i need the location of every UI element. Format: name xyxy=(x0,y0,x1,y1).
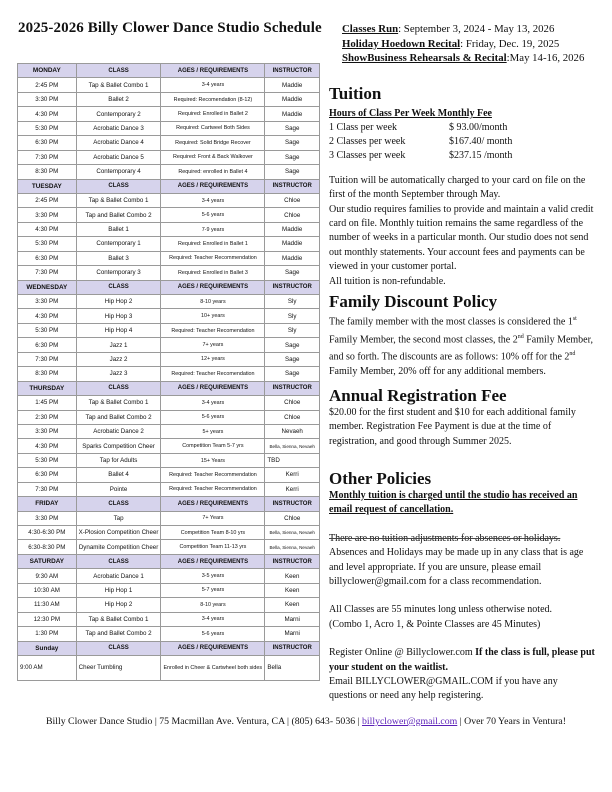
class-requirements: Required: Cartweel Both Sides xyxy=(161,121,265,135)
class-time: 6:30 PM xyxy=(18,136,77,150)
table-row xyxy=(18,222,320,236)
table-row xyxy=(18,439,320,453)
class-requirements: Required: Teacher Recomendation xyxy=(161,367,265,381)
class-instructor: Chloe xyxy=(265,193,320,207)
class-name: Ballet 3 xyxy=(76,251,161,265)
class-requirements: Required: Front & Back Walkover xyxy=(161,150,265,164)
class-name: Ballet 4 xyxy=(76,468,161,482)
class-requirements: 5-6 years xyxy=(161,410,265,424)
class-time: 6:30 PM xyxy=(18,251,77,265)
class-name: Tap and Ballet Combo 2 xyxy=(76,627,161,641)
table-row xyxy=(18,569,320,583)
column-header: CLASS xyxy=(76,554,161,568)
table-row xyxy=(18,540,320,554)
makeup-policy: Absences and Holidays may be made up in any class that is age and level appropriate. If you are unsure, please email billyclower@gmail.com for a class recommendation. xyxy=(329,547,584,588)
class-name: Tap & Ballet Combo 1 xyxy=(76,612,161,626)
column-header: INSTRUCTOR xyxy=(265,554,320,568)
class-time: 3:30 PM xyxy=(18,92,77,106)
table-row xyxy=(18,193,320,207)
column-header: CLASS xyxy=(76,497,161,511)
column-header: INSTRUCTOR xyxy=(265,64,320,78)
class-time: 6:30-8:30 PM xyxy=(18,540,77,554)
class-requirements: 7+ Years xyxy=(161,511,265,525)
class-name: Jazz 2 xyxy=(76,352,161,366)
class-name: Hip Hop 2 xyxy=(76,598,161,612)
class-instructor: Sage xyxy=(265,165,320,179)
class-requirements: Required: Solid Bridge Recover xyxy=(161,136,265,150)
policies-heading: Other Policies xyxy=(329,469,432,488)
column-header: AGES / REQUIREMENTS xyxy=(161,280,265,294)
class-time: 4:30 PM xyxy=(18,222,77,236)
table-row xyxy=(18,453,320,467)
column-header: AGES / REQUIREMENTS xyxy=(161,64,265,78)
page-title: 2025-2026 Billy Clower Dance Studio Schedule xyxy=(18,20,322,36)
class-instructor: Bella, Sienna, Nevaeh xyxy=(265,439,320,453)
class-instructor: Bella xyxy=(265,655,320,680)
class-time: 7:30 PM xyxy=(18,482,77,496)
day-label: MONDAY xyxy=(18,64,77,78)
table-row xyxy=(18,482,320,496)
day-header-row xyxy=(18,179,320,193)
column-header: CLASS xyxy=(76,381,161,395)
class-requirements: Required: Enrolled in Ballet 2 xyxy=(161,107,265,121)
tuition-row: 3 Classes per week $237.15 /month xyxy=(329,150,513,162)
class-time: 7:30 PM xyxy=(18,150,77,164)
class-time: 8:30 PM xyxy=(18,165,77,179)
table-row xyxy=(18,92,320,106)
class-time: 1:30 PM xyxy=(18,627,77,641)
class-requirements: 3-4 years xyxy=(161,396,265,410)
tuition-card-text: Our studio requires families to provide and maintain a valid credit card on file. Monthly tuition remains the same regardless of the number of weeks in a particular month. Our studio does not send out monthly statements. Your account fees and payments can be viewed in your customer portal. xyxy=(329,203,594,273)
class-name: Tap for Adults xyxy=(76,453,161,467)
class-time: 12:30 PM xyxy=(18,612,77,626)
class-requirements: 15+ Years xyxy=(161,453,265,467)
class-instructor: Keen xyxy=(265,598,320,612)
class-name: Acrobatic Dance 3 xyxy=(76,121,161,135)
table-row xyxy=(18,424,320,438)
recital-line: ShowBusiness Rehearsals & Recital:May 14-16, 2026 xyxy=(342,52,585,64)
table-row xyxy=(18,396,320,410)
class-time: 4:30 PM xyxy=(18,107,77,121)
class-requirements: Enrolled in Cheer & Cartwheel both sides xyxy=(161,655,265,680)
class-instructor: Kerri xyxy=(265,468,320,482)
class-time: 2:45 PM xyxy=(18,78,77,92)
class-requirements: Competition Team 5-7 yrs xyxy=(161,439,265,453)
class-requirements: 3-4 years xyxy=(161,78,265,92)
class-time: 3:30 PM xyxy=(18,511,77,525)
class-instructor: Sage xyxy=(265,150,320,164)
class-time: 8:30 PM xyxy=(18,367,77,381)
class-time: 2:45 PM xyxy=(18,193,77,207)
class-time: 5:30 PM xyxy=(18,453,77,467)
class-instructor: Maddie xyxy=(265,78,320,92)
table-row xyxy=(18,338,320,352)
class-instructor: Chloe xyxy=(265,396,320,410)
day-label: THURSDAY xyxy=(18,381,77,395)
class-name: Pointe xyxy=(76,482,161,496)
email-note: Email BILLYCLOWER@GMAIL.COM if you have any questions or need any help registering. xyxy=(329,676,558,702)
table-row xyxy=(18,352,320,366)
table-row xyxy=(18,526,320,540)
column-header: CLASS xyxy=(76,179,161,193)
table-row xyxy=(18,237,320,251)
hoedown-line: Holiday Hoedown Recital: Friday, Dec. 19, 2025 xyxy=(342,37,560,50)
class-time: 9:30 AM xyxy=(18,569,77,583)
table-row xyxy=(18,655,320,680)
class-name: Contemporary 3 xyxy=(76,266,161,280)
class-requirements: 5-6 years xyxy=(161,208,265,222)
class-name: Ballet 1 xyxy=(76,222,161,236)
class-instructor: Maddie xyxy=(265,107,320,121)
class-length-policy: All Classes are 55 minutes long unless otherwise noted. xyxy=(329,604,553,616)
day-label: Sunday xyxy=(18,641,77,655)
class-name: Hip Hop 1 xyxy=(76,583,161,597)
class-name: Acrobatic Dance 5 xyxy=(76,150,161,164)
table-row xyxy=(18,136,320,150)
column-header: INSTRUCTOR xyxy=(265,179,320,193)
class-instructor: Maddie xyxy=(265,222,320,236)
tuition-column-heading: Hours of Class Per Week Monthly Fee xyxy=(329,108,492,119)
class-name: Sparks Competition Cheer xyxy=(76,439,161,453)
table-row xyxy=(18,323,320,337)
column-header: INSTRUCTOR xyxy=(265,280,320,294)
class-instructor: Sage xyxy=(265,352,320,366)
column-header: INSTRUCTOR xyxy=(265,381,320,395)
tuition-row: 2 Classes per week $167.40/ month xyxy=(329,135,513,147)
class-time: 6:30 PM xyxy=(18,338,77,352)
class-time: 11:30 AM xyxy=(18,598,77,612)
table-row xyxy=(18,107,320,121)
class-requirements: Required: Teacher Recommendation xyxy=(161,251,265,265)
class-instructor: Nevaeh xyxy=(265,424,320,438)
day-header-row xyxy=(18,280,320,294)
table-row xyxy=(18,121,320,135)
table-row xyxy=(18,266,320,280)
class-requirements: 5+ years xyxy=(161,424,265,438)
class-requirements: 5-7 years xyxy=(161,583,265,597)
class-name: Tap xyxy=(76,511,161,525)
class-name: Tap & Ballet Combo 1 xyxy=(76,396,161,410)
column-header: INSTRUCTOR xyxy=(265,497,320,511)
class-requirements: 5-6 years xyxy=(161,627,265,641)
column-header: AGES / REQUIREMENTS xyxy=(161,554,265,568)
day-label: FRIDAY xyxy=(18,497,77,511)
class-time: 5:30 PM xyxy=(18,323,77,337)
class-instructor: Sage xyxy=(265,136,320,150)
class-requirements: 7-9 years xyxy=(161,222,265,236)
schedule-table xyxy=(17,63,320,681)
class-name: Acrobatic Dance 2 xyxy=(76,424,161,438)
class-requirements: Required: enrolled in Ballet 4 xyxy=(161,165,265,179)
class-name: Contemporary 1 xyxy=(76,237,161,251)
class-name: Hip Hop 4 xyxy=(76,323,161,337)
class-time: 5:30 PM xyxy=(18,237,77,251)
class-instructor: Chloe xyxy=(265,511,320,525)
class-requirements: 12+ years xyxy=(161,352,265,366)
class-instructor: Kerri xyxy=(265,482,320,496)
tuition-row: 1 Class per week $ 93.00/month xyxy=(329,121,508,133)
column-header: CLASS xyxy=(76,64,161,78)
key-dates xyxy=(342,22,584,66)
tuition-heading: Tuition xyxy=(329,84,382,103)
class-instructor: Maddie xyxy=(265,251,320,265)
day-header-row xyxy=(18,641,320,655)
class-requirements: 3-4 years xyxy=(161,193,265,207)
class-name: Jazz 3 xyxy=(76,367,161,381)
class-name: Jazz 1 xyxy=(76,338,161,352)
class-name: Tap and Ballet Combo 2 xyxy=(76,208,161,222)
class-time: 1:45 PM xyxy=(18,396,77,410)
class-instructor: Chloe xyxy=(265,208,320,222)
day-label: WEDNESDAY xyxy=(18,280,77,294)
class-name: Tap and Ballet Combo 2 xyxy=(76,410,161,424)
day-label: TUESDAY xyxy=(18,179,77,193)
table-row xyxy=(18,627,320,641)
adjustment-policy: There are no tuition adjustments for absences or holidays. xyxy=(329,532,561,544)
column-header: AGES / REQUIREMENTS xyxy=(161,641,265,655)
day-header-row xyxy=(18,64,320,78)
class-name: Hip Hop 2 xyxy=(76,295,161,309)
tuition-nonrefund-text: All tuition is non-refundable. xyxy=(329,275,446,287)
class-instructor: Chloe xyxy=(265,410,320,424)
family-text: The family member with the most classes is considered the 1st Family Member, the second most classes, the 2nd Family Member, and so forth. The discounts are as follows: 10% off for the 2nd Family Member, 20% off for any additional members. xyxy=(329,316,594,378)
class-time: 7:30 PM xyxy=(18,266,77,280)
table-row xyxy=(18,165,320,179)
other-policies-section xyxy=(329,469,595,704)
table-row xyxy=(18,367,320,381)
class-name: X-Plosion Competition Cheer xyxy=(76,526,161,540)
class-requirements: 3-4 years xyxy=(161,612,265,626)
class-name: Tap & Ballet Combo 1 xyxy=(76,193,161,207)
table-row xyxy=(18,468,320,482)
class-instructor: Sage xyxy=(265,121,320,135)
class-requirements: 7+ years xyxy=(161,338,265,352)
class-name: Ballet 2 xyxy=(76,92,161,106)
class-requirements: 10+ years xyxy=(161,309,265,323)
column-header: AGES / REQUIREMENTS xyxy=(161,381,265,395)
tuition-autocharge-text: Tuition will be automatically charged to your card on file on the first of the month September through May. xyxy=(329,174,586,201)
table-row xyxy=(18,511,320,525)
class-time: 6:30 PM xyxy=(18,468,77,482)
class-name: Cheer Tumbling xyxy=(76,655,161,680)
class-requirements: Required: Enrolled in Ballet 1 xyxy=(161,237,265,251)
class-time: 7:30 PM xyxy=(18,352,77,366)
class-requirements: Competition Team 11-13 yrs xyxy=(161,540,265,554)
class-name: Contemporary 2 xyxy=(76,107,161,121)
class-instructor: Sly xyxy=(265,309,320,323)
class-name: Hip Hop 3 xyxy=(76,309,161,323)
class-requirements: Required: Teacher Recomendation xyxy=(161,323,265,337)
column-header: CLASS xyxy=(76,280,161,294)
table-row xyxy=(18,583,320,597)
day-header-row xyxy=(18,381,320,395)
class-time: 5:30 PM xyxy=(18,121,77,135)
table-row xyxy=(18,208,320,222)
class-name: Acrobatic Dance 4 xyxy=(76,136,161,150)
class-instructor: Maddie xyxy=(265,237,320,251)
class-name: Contemporary 4 xyxy=(76,165,161,179)
class-name: Dynamite Competition Cheer xyxy=(76,540,161,554)
day-label: SATURDAY xyxy=(18,554,77,568)
class-requirements: Required: Teacher Recommendation xyxy=(161,482,265,496)
column-header: AGES / REQUIREMENTS xyxy=(161,497,265,511)
day-header-row xyxy=(18,497,320,511)
class-requirements: Competition Team 8-10 yrs xyxy=(161,526,265,540)
class-instructor: Sage xyxy=(265,266,320,280)
class-requirements: 3-5 years xyxy=(161,569,265,583)
column-header: AGES / REQUIREMENTS xyxy=(161,179,265,193)
class-instructor: Sly xyxy=(265,323,320,337)
registration-section xyxy=(329,386,595,449)
family-discount-section xyxy=(329,292,595,380)
classes-run-line: Classes Run: September 3, 2024 - May 13, 2026 xyxy=(342,23,555,35)
register-note: Register Online @ Billyclower.com If the class is full, please put your student on the waitlist. xyxy=(329,647,595,673)
table-row xyxy=(18,598,320,612)
class-time: 4:30 PM xyxy=(18,309,77,323)
table-row xyxy=(18,309,320,323)
column-header: INSTRUCTOR xyxy=(265,641,320,655)
class-time: 9:00 AM xyxy=(18,655,77,680)
class-requirements: Required: Teacher Recommendation xyxy=(161,468,265,482)
class-time: 2:30 PM xyxy=(18,410,77,424)
registration-text: $20.00 for the first student and $10 for each additional family member. Registration Fee Payment is due at the time of registration, and good through Summer 2025. xyxy=(329,407,576,447)
column-header: CLASS xyxy=(76,641,161,655)
class-requirements: 8-10 years xyxy=(161,295,265,309)
class-requirements: 8-10 years xyxy=(161,598,265,612)
email-link[interactable]: billyclower@gmail.com xyxy=(362,716,458,727)
table-row xyxy=(18,78,320,92)
class-instructor: Bella, Sienna, Nevaeh xyxy=(265,540,320,554)
class-instructor: Keen xyxy=(265,569,320,583)
class-instructor: Maddie xyxy=(265,92,320,106)
class-instructor: Marni xyxy=(265,627,320,641)
day-header-row xyxy=(18,554,320,568)
class-time: 4:30 PM xyxy=(18,439,77,453)
class-instructor: Sage xyxy=(265,338,320,352)
class-instructor: Marni xyxy=(265,612,320,626)
class-instructor: Sage xyxy=(265,367,320,381)
class-name: Acrobatic Dance 1 xyxy=(76,569,161,583)
table-row xyxy=(18,612,320,626)
class-time: 3:30 PM xyxy=(18,208,77,222)
class-name: Tap & Ballet Combo 1 xyxy=(76,78,161,92)
class-instructor: TBD xyxy=(265,453,320,467)
table-row xyxy=(18,251,320,265)
footer: Billy Clower Dance Studio | 75 Macmillan Ave. Ventura, CA | (805) 643- 5036 | billyclower@gmail.com | Over 70 Years in Ventura! xyxy=(46,716,566,727)
tuition-section xyxy=(329,84,595,289)
class-length-note: (Combo 1, Acro 1, & Pointe Classes are 45 Minutes) xyxy=(329,618,541,630)
table-row xyxy=(18,295,320,309)
registration-heading: Annual Registration Fee xyxy=(329,386,507,405)
class-requirements: Required: Enrolled in Ballet 3 xyxy=(161,266,265,280)
class-time: 3:30 PM xyxy=(18,295,77,309)
class-requirements: Required: Recomendation (8-12) xyxy=(161,92,265,106)
family-heading: Family Discount Policy xyxy=(329,292,498,311)
class-time: 4:30-6:30 PM xyxy=(18,526,77,540)
class-instructor: Sly xyxy=(265,295,320,309)
table-row xyxy=(18,150,320,164)
class-instructor: Keen xyxy=(265,583,320,597)
cancellation-policy: Monthly tuition is charged until the studio has received an email request of cancellation. xyxy=(329,490,578,516)
class-instructor: Bella, Sienna, Nevaeh xyxy=(265,526,320,540)
class-time: 10:30 AM xyxy=(18,583,77,597)
class-time: 3:30 PM xyxy=(18,424,77,438)
table-row xyxy=(18,410,320,424)
